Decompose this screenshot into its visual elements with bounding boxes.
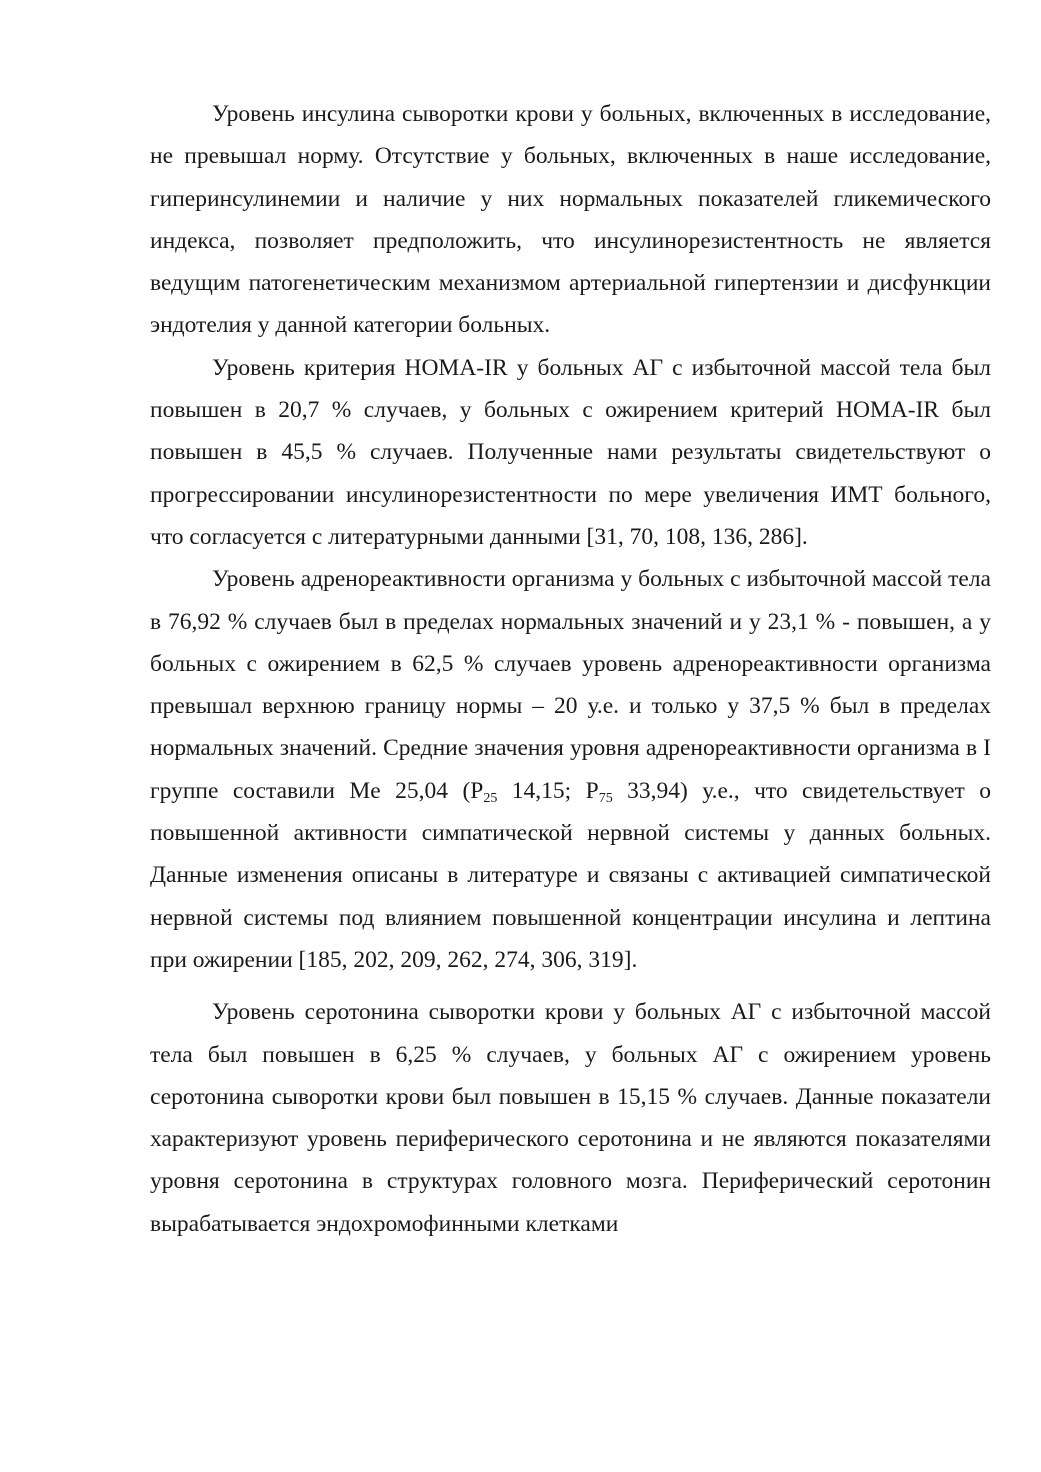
paragraph-insulin: Уровень инсулина сыворотки крови у больных, включенных в исследование, не превышал норму. Отсутствие у больных, включенных в наше исследование, гиперинсулинемии и наличие у них нормальных показателей гликемического индекса, позволяет предположить, что инсулинорезистентность не является ведущим патогенетическим механизмом артериальной гипертензии и дисфункции эндотелия у данной категории больных. xyxy=(150,101,991,339)
adrenoreactivity-text-1: Уровень адренореактивности организма у больных с избыточной массой тела в 76,92 % случаев был в пределах нормальных значений и у 23,1 % - повышен, а у больных с ожирением в 62,5 % случаев уровень адренореактивности организма превышал верхнюю границу нормы – 20 у.е. и только у 37,5 % был в пределах нормальных значений. Средние значения уровня адренореактивности организма в I группе составили Me 25,04 (P xyxy=(150,566,991,804)
adrenoreactivity-text-2: 14,15; P xyxy=(497,777,599,804)
paragraph-adrenoreactivity xyxy=(150,558,991,981)
paragraph-homa-ir: Уровень критерия HOMA-IR у больных АГ с избыточной массой тела был повышен в 20,7 % случаев, у больных с ожирением критерий HOMA-IR был повышен в 45,5 % случаев. Полученные нами результаты свидетельствуют о прогрессировании инсулинорезистентности по мере увеличения ИМТ больного, что согласуется с литературными данными [31, 70, 108, 136, 286]. xyxy=(150,354,991,550)
body-text xyxy=(150,93,991,1245)
subscript-p75: 75 xyxy=(598,790,613,806)
paragraph-serotonin: Уровень серотонина сыворотки крови у больных АГ с избыточной массой тела был повышен в 6,25 % случаев, у больных АГ с ожирением уровень серотонина сыворотки крови был повышен в 15,15 % случаев. Данные показатели характеризуют уровень периферического серотонина и не являются показателями уровня серотонина в структурах головного мозга. Периферический серотонин вырабатывается эндохромофинными клетками xyxy=(150,999,991,1237)
subscript-p25: 25 xyxy=(483,790,498,806)
adrenoreactivity-text-3: 33,94) у.е., что свидетельствует о повышенной активности симпатической нервной системы у данных больных. Данные изменения описаны в литературе и связаны с активацией симпатической нервной системы под влиянием повышенной концентрации инсулина и лептина при ожирении [185, 202, 209, 262, 274, 306, 319]. xyxy=(150,777,991,973)
